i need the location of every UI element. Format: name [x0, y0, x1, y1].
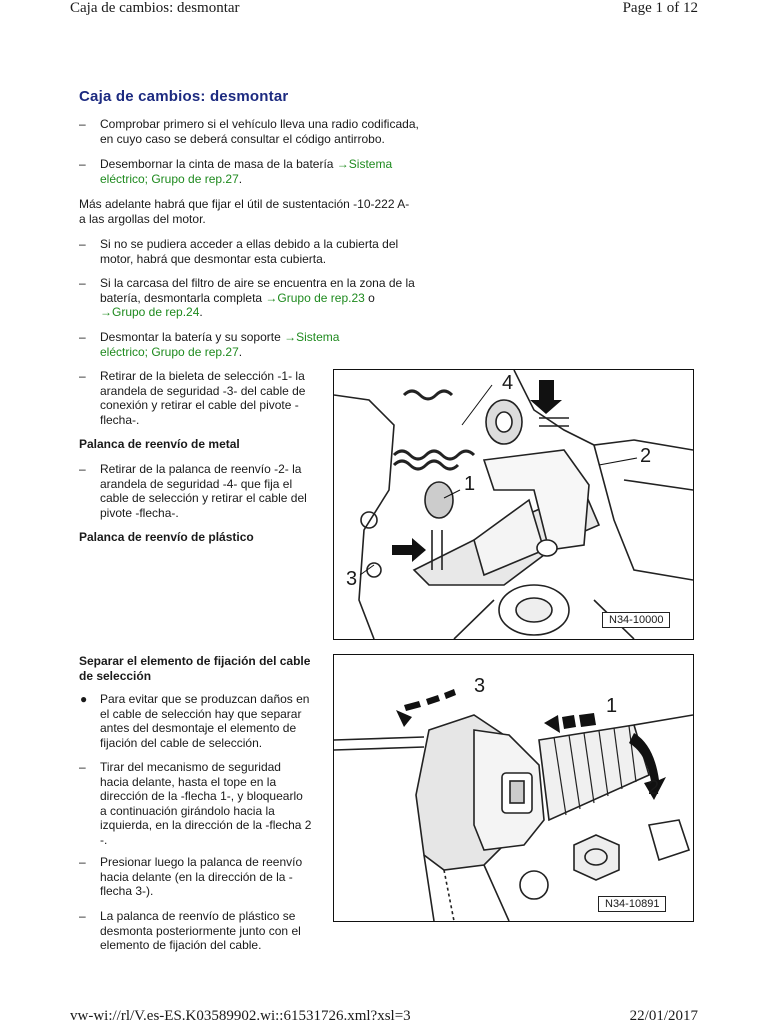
link-sistema-electrico[interactable]: →Sistema	[336, 157, 393, 171]
note-paragraph: Más adelante habrá que fijar el útil de sustentación -10-222 A- a las argollas del motor.	[79, 197, 410, 226]
page-header-title: Caja de cambios: desmontar	[70, 0, 240, 16]
figure-2-drawing	[334, 655, 693, 921]
callout-1: 1	[464, 473, 476, 495]
link-grupo-rep-23[interactable]: →Grupo de rep.23	[265, 290, 365, 305]
callout-arrow-1: 1	[606, 695, 618, 717]
figure-1-label: N34-10000	[602, 612, 670, 628]
link-grupo-rep-27-2[interactable]: eléctrico; Grupo de rep.27	[100, 344, 239, 359]
figure-1-drawing	[334, 370, 693, 639]
link-grupo-rep-27[interactable]: eléctrico; Grupo de rep.27	[100, 171, 239, 186]
subheading-plastic-lever: Palanca de reenvío de plástico	[79, 530, 254, 544]
page-date: 22/01/2017	[629, 1008, 698, 1024]
link-grupo-rep-24[interactable]: →Grupo de rep.24	[100, 305, 200, 319]
page-url: vw-wi://rl/V.es-ES.K03589902.wi::61531726.xml?xsl=3	[70, 1008, 411, 1024]
section-title: Caja de cambios: desmontar	[79, 88, 289, 105]
subheading-cable-fixing: Separar el elemento de fijación del cable de selección	[79, 654, 311, 683]
callout-4: 4	[502, 372, 514, 394]
figure-cable-fixing-element	[333, 654, 694, 922]
link-sistema-electrico-2[interactable]: →Sistema	[284, 330, 340, 344]
callout-arrow-3: 3	[474, 675, 486, 697]
figure-2-label: N34-10891	[598, 896, 666, 912]
subheading-metal-lever: Palanca de reenvío de metal	[79, 437, 240, 451]
page-number: Page 1 of 12	[622, 0, 698, 16]
callout-arrow-2: 2	[648, 777, 660, 799]
callout-3: 3	[346, 568, 358, 590]
callout-2: 2	[640, 445, 652, 467]
figure-selection-cable-removal	[333, 369, 694, 640]
